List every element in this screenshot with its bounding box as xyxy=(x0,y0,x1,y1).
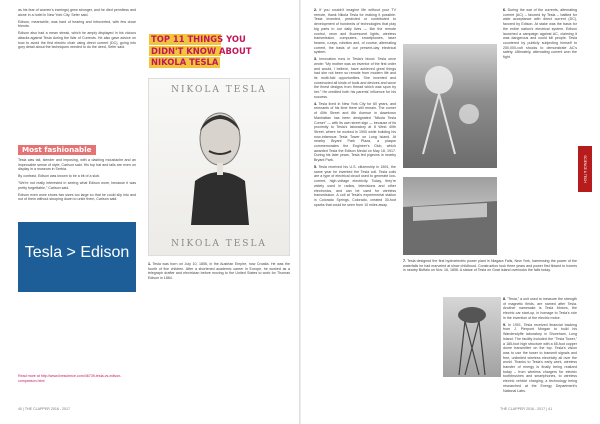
fact-number: 9. xyxy=(503,322,506,327)
right-column-fact-6 xyxy=(503,8,577,98)
list-item xyxy=(503,297,577,321)
fact-text: Tesla was born on July 10, 1856, in the Austrian Empire, now Croatia. He was the fourth of five children. After a shortened academic career in Europe, he worked as a telegraph drafter and electrician before moving to the United States to work for Thomas Edison in 1884. xyxy=(148,262,290,281)
section-side-tab xyxy=(578,146,592,192)
paragraph: as his fear of women's earrings) grew stronger, and he died penniless and alone in a hotel in New York City. Sefer said. xyxy=(18,8,136,17)
list-item xyxy=(314,102,396,163)
page-gutter xyxy=(299,0,301,424)
read-more-link[interactable]: Read more at http://www.livescience.com/46739-tesla-vs-edison-comparison.html xyxy=(18,374,122,383)
list-item xyxy=(503,8,577,60)
fact-number: 2. xyxy=(314,8,317,12)
page-footer-right: THE CLAPPER 2016 - 2017 | 41 xyxy=(500,407,553,411)
paragraph: Tesla was tall, slender and imposing, with a dashing moustache and an impeccable sense of style, Carlson said. His top hat and tails are even on display in a museum in Serbia. xyxy=(18,158,136,172)
fact-text: Innovation runs in Tesla's blood. Tesla once wrote: "My mother was an inventor of the first order and would, I believe, have achieved great things had she not been so remote from modern life and its multi-fold opportunities. She invented and constructed all kinds of tools and devices and wove the finest designs from thread which was spun by her." He credited both his parents' influence for his success. xyxy=(314,57,396,99)
list-item xyxy=(503,323,577,394)
title-line: TOP 11 THINGS YOU xyxy=(151,34,246,44)
right-column-facts-8-9 xyxy=(503,297,577,405)
waterfall-illustration xyxy=(403,177,497,255)
title-line: DIDN'T KNOW ABOUT xyxy=(151,45,252,56)
graphic-caption: Tesla > Edison xyxy=(24,244,130,261)
left-column-fashion xyxy=(18,158,136,220)
fact-number: 4. xyxy=(314,101,317,106)
fact-number: 7. xyxy=(403,259,406,263)
tesla-portrait-photo xyxy=(148,78,290,256)
fact-text: Tesla designed the first hydroelectric power plant in Niagara Falls, New York, harnessing the power of the waterfalls he had marveled at since childhood. Construction took three years and power first flowed to homes in nearby Buffalo on Nov. 16, 1896. A statue of Tesla on Goat Island overlooks the falls today. xyxy=(403,259,577,273)
list-item xyxy=(314,57,396,99)
fact-text: "Tesla," a unit used to measure the strength of magnetic fields, are named after Tesla. Another namesake is Tesla Motors, the electric car start-up, in homage to Tesla's role in the invention of the electric motor. xyxy=(503,297,577,320)
tesla-lab-photo xyxy=(403,44,497,168)
fact-text: Tesla received his U.S. citizenship in 1891, the same year he invented the Tesla coil. Tesla coils are a type of electrical circuit used to generate low-current, high-voltage electricity. Today, they're widely used in radios, televisions and other electronics, and can be used for wireless transmission. A coil at Tesla's experimental station in Colorado Springs, Colorado, created 30-foot sparks that could be seen from 10 miles away. xyxy=(314,165,396,207)
portrait-illustration xyxy=(187,105,253,225)
portrait-banner-top: NIKOLA TESLA xyxy=(171,85,267,95)
fact-text: In 1901, Tesla received financial backing from J. Pierpont Morgan to build his Wardenclyffe laboratory in Shoreham, Long Island. The facility included the "Tesla Tower," a 185-foot high structure with a 65-foot copper dome transmitter on the top. Tesla's vision was to use the tower to transmit signals and free, unlimited wireless electricity all over the world. Thanks to Tesla's early work, wireless transfer of energy is finally being realized today – from wireless chargers for electric toothbrushes and smartphones, to wireless electric vehicle charging, a technology being researched at the Energy Department's National Labs. xyxy=(503,322,577,393)
fact-number: 5. xyxy=(314,165,317,170)
lab-illustration xyxy=(403,44,497,168)
page-footer-left: 40 | THE CLAPPER 2016 - 2017 xyxy=(18,407,71,411)
left-column-fact-1 xyxy=(148,262,290,342)
fact-text: During the war of the currents, alternating current (AC) – favored by Tesla – battled for wide acceptance with direct current (DC), favored by Edison. At stake was the basis for the entire nation's electrical system. Edison launched a campaign against AC, claiming it was dangerous and could kill people. Tesla countered by publicly subjecting himself to 250,000-volt shocks to demonstrate AC's safety. Ultimately, alternating current won the fight. xyxy=(503,8,577,60)
right-column-fact-7 xyxy=(403,259,577,293)
side-tab-label: SCIENCE & TECH xyxy=(583,155,587,183)
list-item xyxy=(314,165,396,207)
niagara-falls-photo xyxy=(403,177,497,255)
title-line: NIKOLA TESLA xyxy=(151,57,219,68)
fact-number: 1. xyxy=(148,262,151,266)
list-item xyxy=(148,262,290,281)
right-column-facts xyxy=(314,8,396,404)
paragraph: Edison even wore shoes two sizes too large so that he could slip into and out of them without stooping down to untie them, Carlson said. xyxy=(18,192,136,202)
list-item xyxy=(403,259,577,273)
fact-number: 8. xyxy=(503,297,506,301)
portrait-banner-bottom: NIKOLA TESLA xyxy=(171,239,267,249)
tower-illustration xyxy=(443,297,501,377)
fact-text: Tesla lived in New York City for 60 years, and remnants of his time there still remain. The corner of 40th Street and 6th Avenue in downtown Manhattan has been designated "Nikola Tesla Corner" — with its own street sign — because of its proximity to Tesla's laboratory at 8 West 40th Street, where he worked in 1900 while building his now-infamous Tesla Tower on Long Island. At nearby Bryant Park Plaza, a plaque commemorates the Engineer's Club, which awarded Tesla the Edison Medal on May 18, 1917. During his later years, Tesla fed pigeons in nearby Bryant Park. xyxy=(314,101,396,163)
fact-number: 3. xyxy=(314,57,317,62)
paragraph: Edison, meanwhile, was hard of hearing and introverted, with few close friends. xyxy=(18,19,136,29)
paragraph: "We're not really interested in seeing what Edison wore, because it was pretty forgettable," Carlson said. xyxy=(18,181,136,190)
fact-number: 6. xyxy=(503,8,506,12)
paragraph: Edison also had a mean streak, which he amply displayed in his vicious attacks against Tesla during the War of Currents. He also gave advice on how to avoid the first electric chair using direct current (DC), going into gory detail about the techniques needed to do the deed, Sefer said. xyxy=(18,31,136,50)
fact-text: If you couldn't imagine life without your TV remote, thank Nikola Tesla for making it possible. Tesla invented, predicted or contributed to development of hundreds of technologies that play big parts in our daily lives — like the remote control, neon and fluorescent lights, wireless transmission, computers, smartphones, laser beams, x-rays, robotics and, of course, alternating current, the basis of our present-day electrical system. xyxy=(314,8,396,55)
article-title xyxy=(149,34,252,69)
paragraph: By contrast, Edison was known to be a bit of a slob. xyxy=(18,174,101,179)
left-column-top xyxy=(18,8,136,142)
tesla-vs-edison-graphic xyxy=(18,222,136,292)
list-item xyxy=(314,8,396,55)
wardenclyffe-tower-photo xyxy=(443,297,501,377)
section-subheading: Most fashionable xyxy=(18,145,96,155)
